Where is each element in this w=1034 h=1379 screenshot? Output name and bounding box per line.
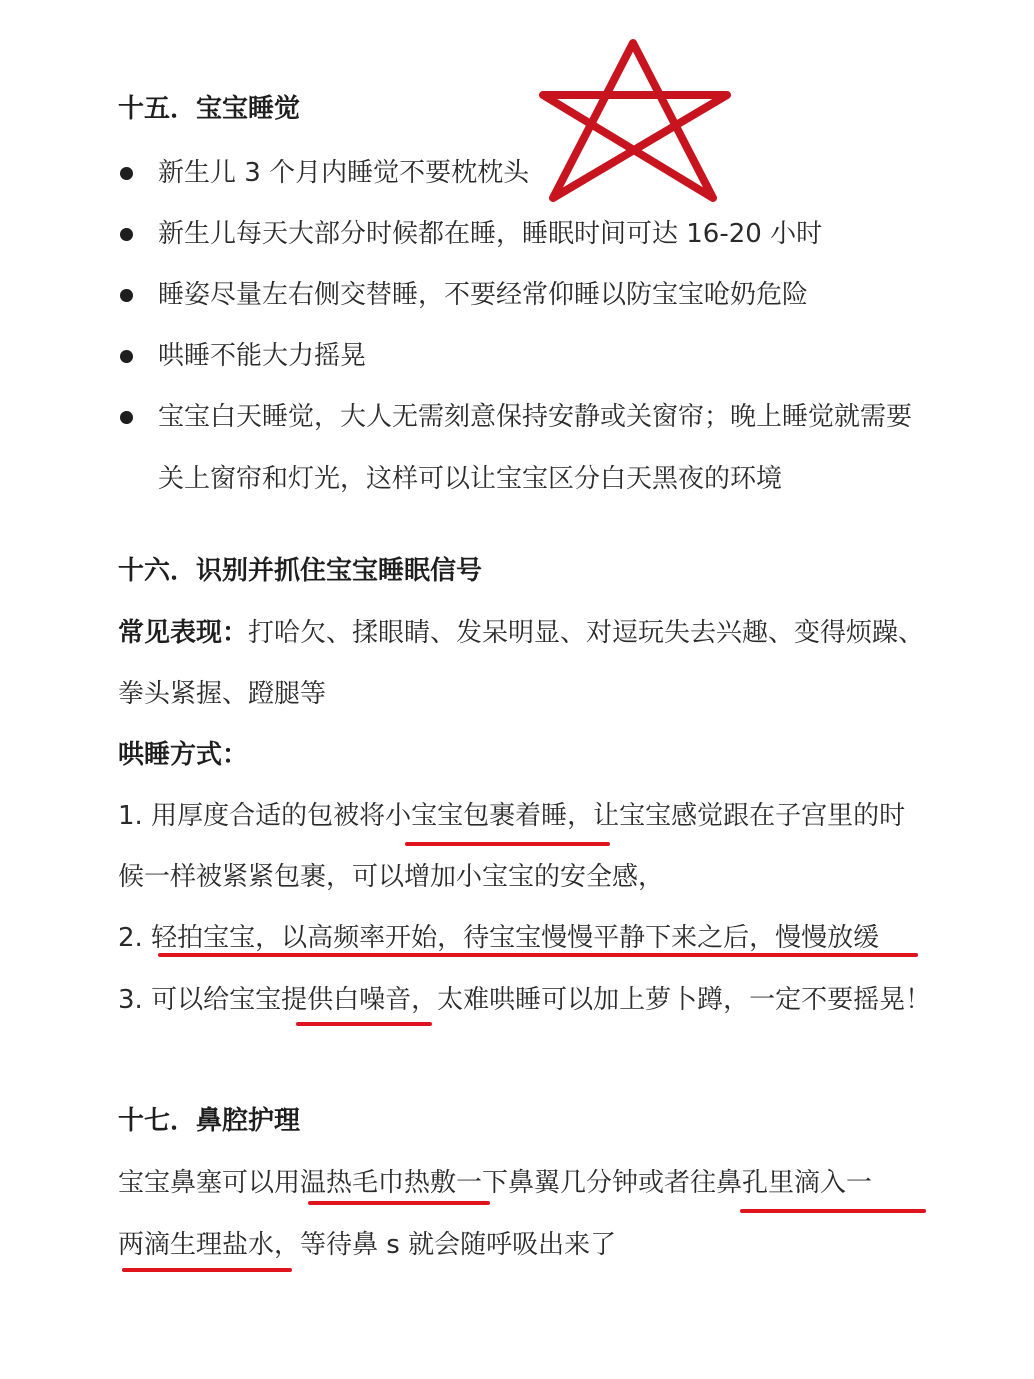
red-underline — [296, 1022, 432, 1026]
bullet-icon — [120, 289, 133, 302]
red-underline — [158, 953, 918, 957]
method-1-line-2: 候一样被紧紧包裹，可以增加小宝宝的安全感， — [118, 862, 665, 892]
section-15-title: 十五．宝宝睡觉 — [118, 94, 301, 124]
method-1-line-1: 1. 用厚度合适的包被将小宝宝包裹着睡，让宝宝感觉跟在子宫里的时 — [118, 801, 906, 831]
soothing-methods-label: 哄睡方式： — [118, 740, 249, 770]
nasal-care-line-1: 宝宝鼻塞可以用温热毛巾热敷一下鼻翼几分钟或者往鼻孔里滴入一 — [118, 1168, 873, 1198]
list-item: 睡姿尽量左右侧交替睡，不要经常仰睡以防宝宝呛奶危险 — [158, 280, 809, 310]
section-16-title: 十六．识别并抓住宝宝睡眠信号 — [118, 556, 483, 586]
method-2: 2. 轻拍宝宝，以高频率开始，待宝宝慢慢平静下来之后，慢慢放缓 — [118, 923, 880, 953]
section-17-title: 十七．鼻腔护理 — [118, 1106, 301, 1136]
list-item: 哄睡不能大力摇晃 — [158, 341, 367, 371]
list-item-continuation: 关上窗帘和灯光，这样可以让宝宝区分白天黑夜的环境 — [158, 464, 783, 494]
bullet-icon — [120, 350, 133, 363]
red-underline — [308, 1201, 490, 1205]
bullet-icon — [120, 167, 133, 180]
bullet-icon — [120, 228, 133, 241]
red-underline — [405, 842, 610, 846]
method-3: 3. 可以给宝宝提供白噪音，太难哄睡可以加上萝卜蹲，一定不要摇晃！ — [118, 985, 932, 1015]
nasal-care-line-2: 两滴生理盐水，等待鼻 s 就会随呼吸出来了 — [118, 1230, 617, 1260]
common-signs-label: 常见表现： — [118, 618, 249, 648]
common-signs-text: 打哈欠、揉眼睛、发呆明显、对逗玩失去兴趣、变得烦躁、 — [248, 618, 925, 648]
list-item: 新生儿 3 个月内睡觉不要枕枕头 — [158, 158, 530, 188]
star-annotation-icon — [535, 35, 735, 210]
common-signs-continuation: 拳头紧握、蹬腿等 — [118, 679, 327, 709]
list-item: 宝宝白天睡觉，大人无需刻意保持安静或关窗帘；晚上睡觉就需要 — [158, 402, 913, 432]
red-underline — [740, 1209, 926, 1213]
common-signs-paragraph — [118, 616, 924, 650]
bullet-icon — [120, 411, 133, 424]
list-item: 新生儿每天大部分时候都在睡，睡眠时间可达 16-20 小时 — [158, 219, 823, 249]
red-underline — [122, 1268, 292, 1272]
